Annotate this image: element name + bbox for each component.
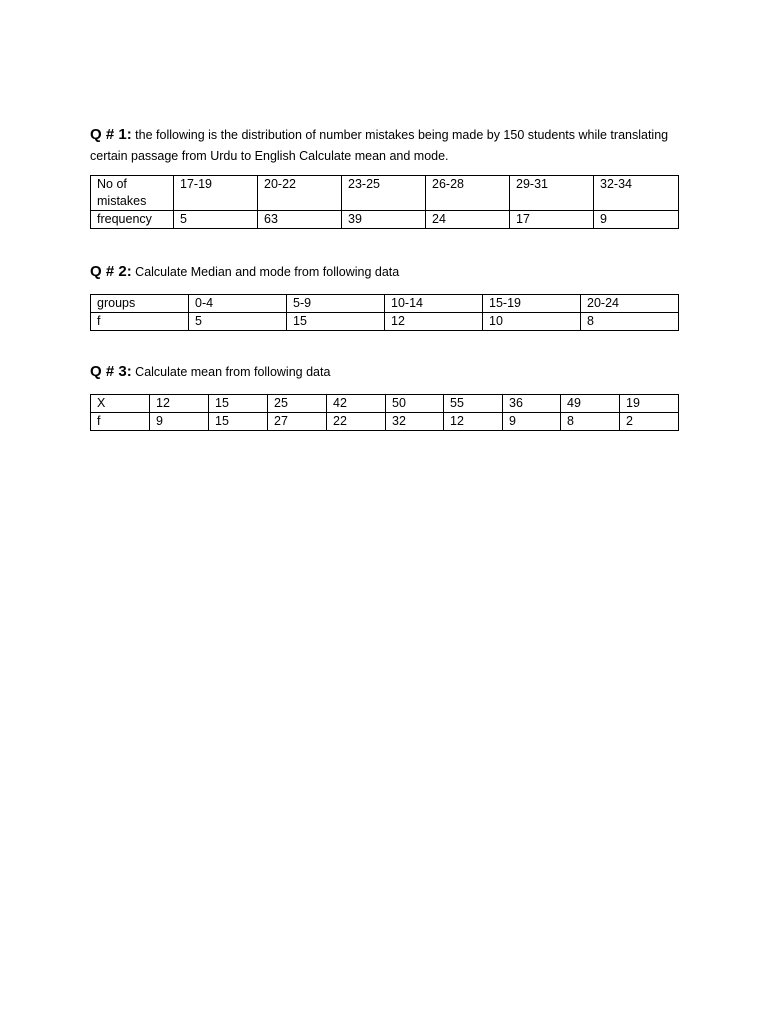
table-cell: groups [91,295,189,313]
table-cell: 0-4 [189,295,287,313]
table-row [91,211,679,229]
table-cell: 26-28 [426,176,510,211]
question-1 [90,124,678,229]
question-2-text: Calculate Median and mode from following data [135,265,400,279]
table-cell: 23-25 [342,176,426,211]
question-2-table [90,294,679,331]
table-cell: 12 [385,313,483,331]
question-3-heading [90,361,678,383]
table-cell: 15-19 [483,295,581,313]
table-cell: 8 [561,413,620,431]
table-cell: 20-22 [258,176,342,211]
question-1-colon: : [126,126,132,143]
table-cell: 24 [426,211,510,229]
question-3-colon: : [126,363,132,380]
table-cell: 15 [209,413,268,431]
table-cell: 50 [386,395,444,413]
table-cell: 29-31 [510,176,594,211]
table-cell: 32-34 [594,176,679,211]
table-cell: 25 [268,395,327,413]
question-3-table [90,394,679,431]
table-cell: 8 [581,313,679,331]
table-cell: 49 [561,395,620,413]
table-cell: No of mistakes [91,176,174,211]
question-3-label: Q # 3 [90,363,127,380]
table-cell: 32 [386,413,444,431]
question-1-text: the following is the distribution of number mistakes being made by 150 students while translating certain passage from Urdu to English Calculate mean and mode. [90,128,669,163]
question-3-text: Calculate mean from following data [135,365,331,379]
table-cell: 15 [287,313,385,331]
table-cell: 5 [189,313,287,331]
question-1-heading [90,124,678,167]
table-cell: 10 [483,313,581,331]
table-cell: 2 [620,413,679,431]
table-cell: 39 [342,211,426,229]
table-cell: 42 [327,395,386,413]
table-row [91,313,679,331]
table-cell: 5-9 [287,295,385,313]
question-1-label: Q # 1 [90,126,127,143]
table-cell: 17-19 [174,176,258,211]
question-2 [90,261,678,331]
table-cell: 15 [209,395,268,413]
table-cell: 19 [620,395,679,413]
table-row [91,413,679,431]
table-cell: 10-14 [385,295,483,313]
question-2-colon: : [126,263,132,280]
table-row [91,176,679,211]
question-1-table [90,175,679,229]
table-cell: f [91,313,189,331]
table-cell: 36 [503,395,561,413]
table-cell: 9 [503,413,561,431]
table-cell: 12 [444,413,503,431]
table-row [91,395,679,413]
table-cell: 63 [258,211,342,229]
table-cell: 9 [150,413,209,431]
table-cell: 55 [444,395,503,413]
table-cell: 17 [510,211,594,229]
table-cell: 22 [327,413,386,431]
table-cell: 27 [268,413,327,431]
question-3 [90,361,678,431]
table-cell: f [91,413,150,431]
question-2-label: Q # 2 [90,263,127,280]
table-cell: 9 [594,211,679,229]
table-cell: 5 [174,211,258,229]
question-2-heading [90,261,678,283]
table-cell: frequency [91,211,174,229]
table-cell: X [91,395,150,413]
table-cell: 20-24 [581,295,679,313]
table-row [91,295,679,313]
table-cell: 12 [150,395,209,413]
